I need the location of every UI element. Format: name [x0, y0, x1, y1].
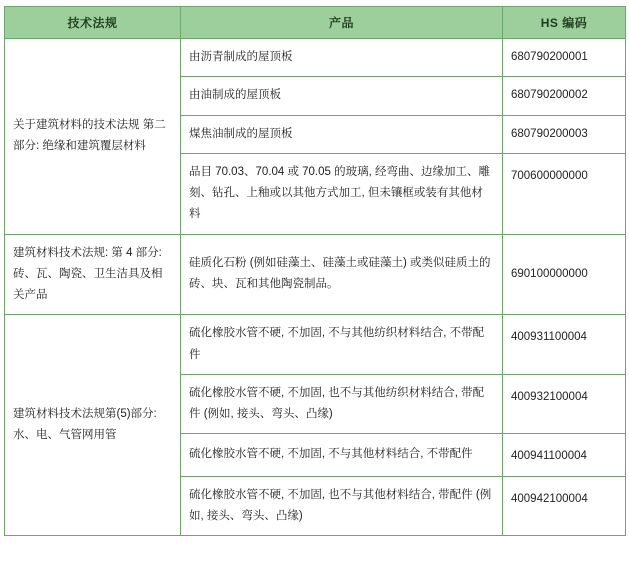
regulation-table: [4, 6, 626, 536]
product-cell: 硫化橡胶水管不硬, 不加固, 不与其他材料结合, 不带配件: [181, 434, 503, 476]
column-header-technical-regulation: 技术法规: [5, 7, 181, 39]
product-cell: 硫化橡胶水管不硬, 不加固, 不与其他纺织材料结合, 不带配件: [181, 315, 503, 375]
category-cell: 建筑材料技术法规: 第 4 部分: 砖、瓦、陶瓷、卫生洁具及相关产品: [5, 234, 181, 315]
hs-code-cell: 400942100004: [503, 476, 626, 536]
table-row: [5, 315, 626, 375]
hs-code-cell: 400932100004: [503, 374, 626, 434]
table-header: [5, 7, 626, 39]
category-cell: 关于建筑材料的技术法规 第二部分: 绝缘和建筑覆层材料: [5, 39, 181, 235]
table-body: [5, 39, 626, 536]
product-cell: 由油制成的屋顶板: [181, 77, 503, 115]
product-cell: 硅质化石粉 (例如硅藻土、硅藻土或硅藻土) 或类似硅质土的砖、块、瓦和其他陶瓷制品。: [181, 234, 503, 315]
product-cell: 煤焦油制成的屋顶板: [181, 115, 503, 153]
hs-code-cell: 400941100004: [503, 434, 626, 476]
product-cell: 硫化橡胶水管不硬, 不加固, 也不与其他材料结合, 带配件 (例如, 接头、弯头、凸缘): [181, 476, 503, 536]
column-header-hs-code: HS 编码: [503, 7, 626, 39]
table-header-row: [5, 7, 626, 39]
category-cell: 建筑材料技术法规第(5)部分: 水、电、气管网用管: [5, 315, 181, 536]
hs-code-cell: 690100000000: [503, 234, 626, 315]
column-header-product: 产品: [181, 7, 503, 39]
hs-code-cell: 700600000000: [503, 153, 626, 234]
hs-code-cell: 680790200002: [503, 77, 626, 115]
hs-code-cell: 680790200003: [503, 115, 626, 153]
hs-code-cell: 400931100004: [503, 315, 626, 375]
product-cell: 硫化橡胶水管不硬, 不加固, 也不与其他纺织材料结合, 带配件 (例如, 接头、弯头、凸缘): [181, 374, 503, 434]
product-cell: 品目 70.03、70.04 或 70.05 的玻璃, 经弯曲、边缘加工、雕刻、钻孔、上釉或以其他方式加工, 但未镶框或装有其他材料: [181, 153, 503, 234]
product-cell: 由沥青制成的屋顶板: [181, 39, 503, 77]
hs-code-cell: 680790200001: [503, 39, 626, 77]
table-row: [5, 234, 626, 315]
table-row: [5, 39, 626, 77]
